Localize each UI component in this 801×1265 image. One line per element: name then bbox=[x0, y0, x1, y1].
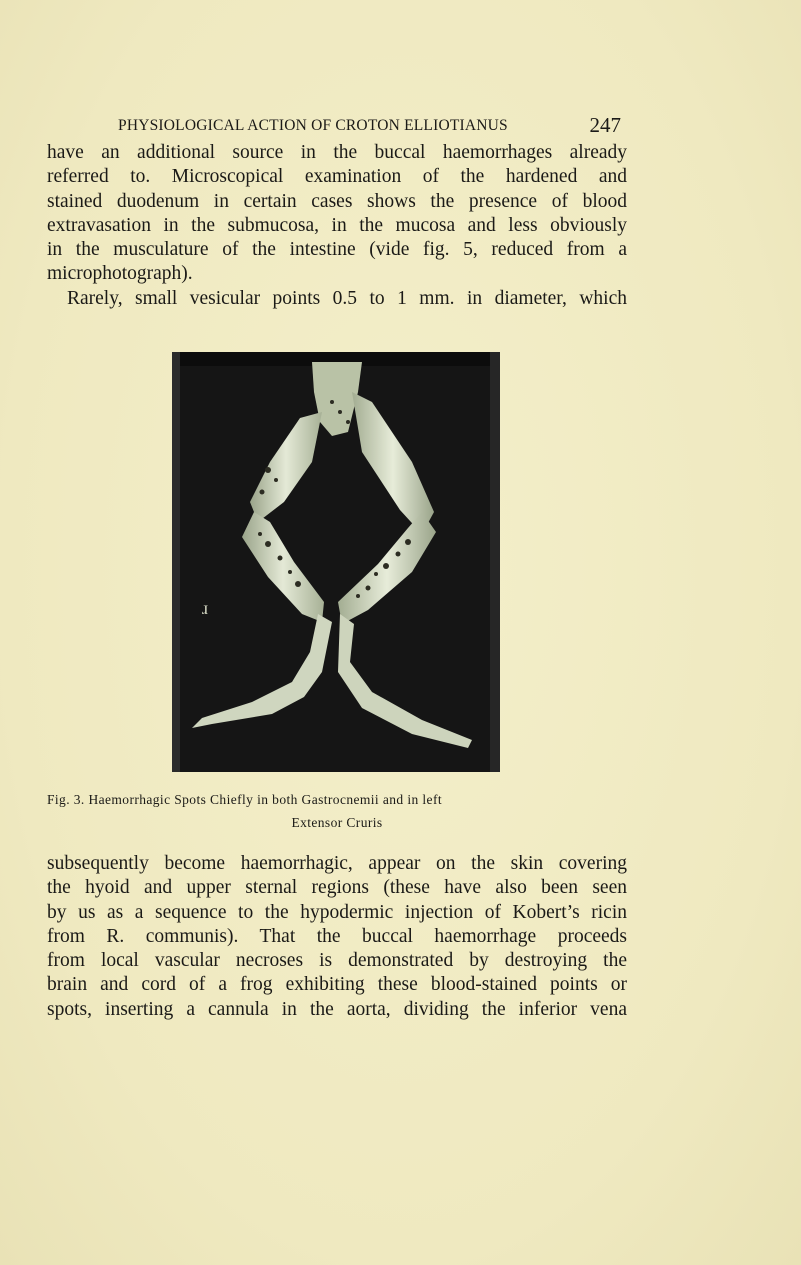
figure-mark: ɹ bbox=[202, 598, 208, 618]
paragraph-2-line: by us as a sequence to the hypodermic injection of Kobert’s ricin bbox=[47, 901, 627, 923]
running-head bbox=[118, 113, 621, 139]
paragraph-1-line: in the musculature of the intestine (vide fig. 5, reduced from a bbox=[47, 239, 627, 261]
paragraph-1-line: referred to. Microscopical examination of the hardened and bbox=[47, 166, 627, 188]
frog-legs-illustration bbox=[172, 352, 500, 772]
paragraph-1-line: Rarely, small vesicular points 0.5 to 1 mm. in diameter, which bbox=[67, 287, 627, 309]
paragraph-2-line: subsequently become haemorrhagic, appear on the skin covering bbox=[47, 853, 627, 874]
figure-caption-line-2: Extensor Cruris bbox=[291, 815, 383, 830]
paragraph-2 bbox=[47, 852, 627, 1022]
running-title: PHYSIOLOGICAL ACTION OF CROTON ELLIOTIANUS bbox=[118, 117, 508, 134]
paragraph-2-line: brain and cord of a frog exhibiting these blood-stained points or bbox=[47, 974, 627, 996]
frog-legs-photograph bbox=[172, 352, 500, 772]
paragraph-2-line: the hyoid and upper sternal regions (these have also been seen bbox=[47, 877, 627, 899]
figure-caption-line-1: Fig. 3. Haemorrhagic Spots Chiefly in both Gastrocnemii and in left bbox=[47, 792, 442, 807]
paragraph-1-line: have an additional source in the buccal haemorrhages already bbox=[47, 142, 627, 163]
paragraph-1 bbox=[47, 141, 627, 311]
paragraph-1-line: stained duodenum in certain cases shows the presence of blood bbox=[47, 190, 627, 212]
paragraph-1-line: microphotograph). bbox=[47, 263, 193, 285]
page-number: 247 bbox=[589, 113, 621, 137]
paragraph-1-line: extravasation in the submucosa, in the mucosa and less obviously bbox=[47, 214, 627, 236]
paragraph-2-line: from local vascular necroses is demonstrated by destroying the bbox=[47, 950, 627, 972]
paragraph-2-line: spots, inserting a cannula in the aorta, dividing the inferior vena bbox=[47, 998, 627, 1020]
paragraph-2-line: from R. communis). That the buccal haemorrhage proceeds bbox=[47, 925, 627, 947]
